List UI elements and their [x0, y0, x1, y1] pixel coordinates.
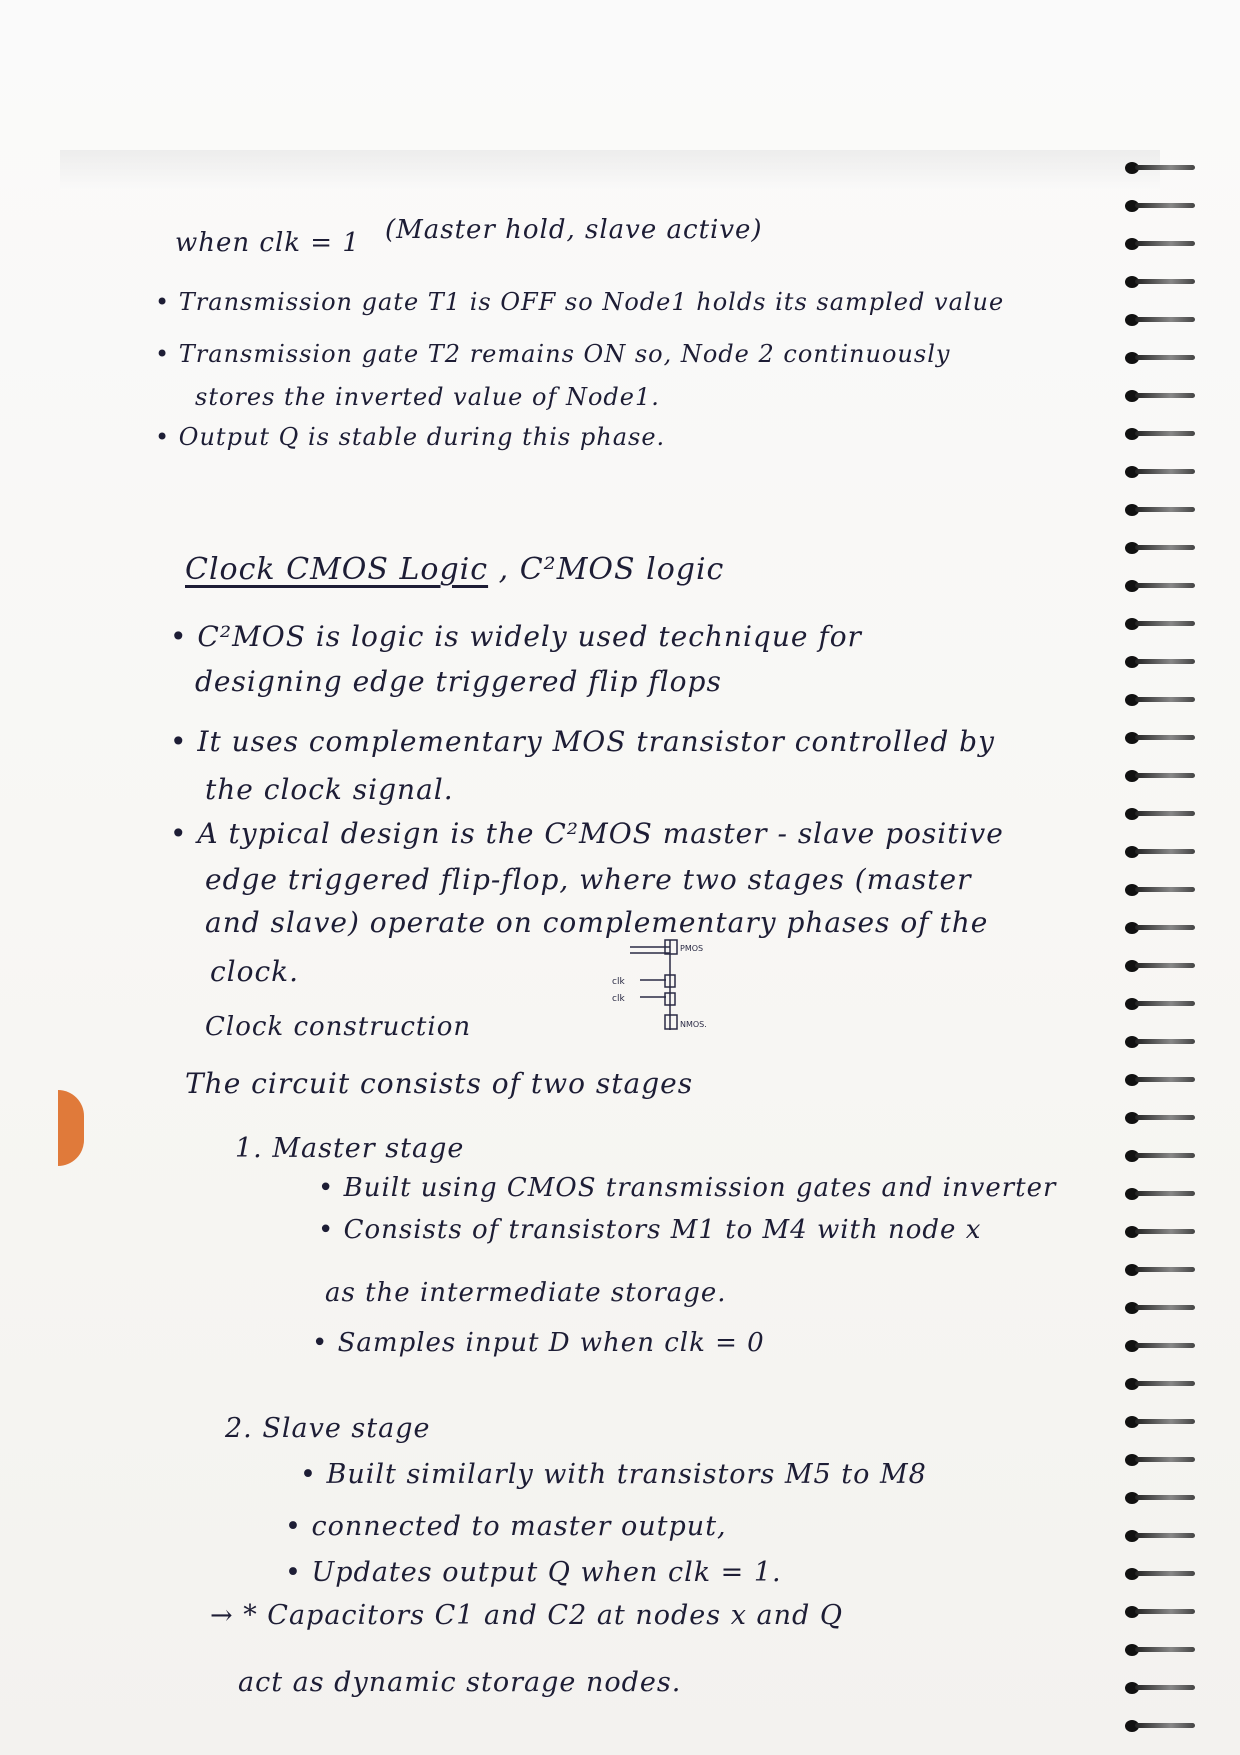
spiral-coil — [1125, 236, 1225, 250]
spiral-coil — [1125, 1300, 1225, 1314]
master-line-3: as the intermediate storage. — [325, 1278, 727, 1308]
spiral-coil — [1125, 1680, 1225, 1694]
spiral-wire — [1135, 1077, 1195, 1082]
spiral-wire — [1135, 1419, 1195, 1424]
c2mos-line-8: clock. — [210, 955, 300, 988]
master-line-2-text: Consists of transistors M1 to M4 with node x — [343, 1215, 982, 1245]
spiral-coil — [1125, 1566, 1225, 1580]
spiral-coil — [1125, 996, 1225, 1010]
spiral-wire — [1135, 735, 1195, 740]
spiral-coil — [1125, 692, 1225, 706]
spiral-wire — [1135, 1495, 1195, 1500]
spiral-wire — [1135, 1153, 1195, 1158]
spiral-wire — [1135, 1723, 1195, 1728]
section-title — [185, 552, 724, 587]
spiral-wire — [1135, 1381, 1195, 1386]
spiral-wire — [1135, 165, 1195, 170]
spiral-wire — [1135, 963, 1195, 968]
bullet-1-text: Transmission gate T1 is OFF so Node1 holds its sampled value — [178, 288, 1005, 316]
spiral-coil — [1125, 1376, 1225, 1390]
spiral-wire — [1135, 811, 1195, 816]
spiral-wire — [1135, 279, 1195, 284]
spiral-wire — [1135, 1305, 1195, 1310]
slave-line-3-text: Updates output Q when clk = 1. — [311, 1557, 782, 1588]
bullet-2-cont: stores the inverted value of Node1. — [195, 383, 660, 411]
spiral-coil — [1125, 350, 1225, 364]
slave-line-1-text: Built similarly with transistors M5 to M8 — [326, 1459, 927, 1490]
spiral-wire — [1135, 1191, 1195, 1196]
spiral-wire — [1135, 1267, 1195, 1272]
master-line-2: • Consists of transistors M1 to M4 with node x — [318, 1215, 982, 1245]
spiral-coil — [1125, 274, 1225, 288]
spiral-wire — [1135, 1571, 1195, 1576]
spiral-wire — [1135, 1039, 1195, 1044]
clk-label-top: clk — [612, 977, 625, 987]
spiral-wire — [1135, 545, 1195, 550]
page-fold-shadow — [60, 150, 1160, 190]
master-line-4-text: Samples input D when clk = 0 — [337, 1328, 765, 1358]
spiral-wire — [1135, 507, 1195, 512]
spiral-coil — [1125, 1110, 1225, 1124]
spiral-coil — [1125, 1072, 1225, 1086]
c2mos-line-1-text: C²MOS is logic is widely used technique for — [197, 620, 862, 653]
spiral-coil — [1125, 1490, 1225, 1504]
clk-condition: when clk = 1 — [175, 228, 360, 258]
orange-tab — [58, 1090, 84, 1166]
spiral-wire — [1135, 469, 1195, 474]
spiral-coil — [1125, 882, 1225, 896]
spiral-coil — [1125, 1262, 1225, 1276]
spiral-coil — [1125, 540, 1225, 554]
spiral-coil — [1125, 426, 1225, 440]
spiral-coil — [1125, 1642, 1225, 1656]
c2mos-line-2: designing edge triggered flip flops — [195, 665, 722, 698]
spiral-coil — [1125, 198, 1225, 212]
bullet-3: • Output Q is stable during this phase. — [155, 423, 666, 451]
c2mos-line-4: the clock signal. — [205, 773, 454, 806]
spiral-coil — [1125, 1452, 1225, 1466]
spiral-wire — [1135, 1685, 1195, 1690]
capacitor-note-cont: act as dynamic storage nodes. — [238, 1667, 682, 1698]
spiral-coil — [1125, 464, 1225, 478]
slave-stage-title: 2. Slave stage — [225, 1413, 431, 1444]
spiral-binding — [1125, 60, 1240, 1755]
slave-line-2: • connected to master output, — [285, 1511, 727, 1542]
master-line-1: • Built using CMOS transmission gates and inverter — [318, 1173, 1057, 1203]
master-stage-title: 1. Master stage — [235, 1133, 465, 1164]
spiral-wire — [1135, 1115, 1195, 1120]
spiral-coil — [1125, 1604, 1225, 1618]
slave-line-2-text: connected to master output, — [311, 1511, 727, 1542]
master-line-4: • Samples input D when clk = 0 — [312, 1328, 765, 1358]
construction-intro: The circuit consists of two stages — [185, 1067, 694, 1100]
spiral-wire — [1135, 697, 1195, 702]
spiral-coil — [1125, 768, 1225, 782]
title-separator: , — [498, 552, 510, 587]
spiral-coil — [1125, 920, 1225, 934]
spiral-wire — [1135, 887, 1195, 892]
spiral-wire — [1135, 1533, 1195, 1538]
c2mos-line-5-text: A typical design is the C²MOS master - slave positive — [197, 817, 1004, 850]
spiral-wire — [1135, 393, 1195, 398]
spiral-wire — [1135, 431, 1195, 436]
c2mos-line-1: • C²MOS is logic is widely used technique for — [170, 620, 862, 653]
spiral-coil — [1125, 806, 1225, 820]
slave-line-3: • Updates output Q when clk = 1. — [285, 1557, 782, 1588]
c2mos-line-6: edge triggered flip-flop, where two stages (master — [205, 863, 972, 896]
spiral-wire — [1135, 1457, 1195, 1462]
bullet-3-text: Output Q is stable during this phase. — [178, 423, 666, 451]
spiral-coil — [1125, 160, 1225, 174]
spiral-wire — [1135, 241, 1195, 246]
spiral-coil — [1125, 578, 1225, 592]
bullet-2: • Transmission gate T2 remains ON so, Node 2 continuously — [155, 340, 951, 368]
nmos-label: NMOS. — [680, 1020, 707, 1029]
spiral-coil — [1125, 1148, 1225, 1162]
spiral-coil — [1125, 1338, 1225, 1352]
spiral-wire — [1135, 203, 1195, 208]
spiral-wire — [1135, 355, 1195, 360]
spiral-wire — [1135, 849, 1195, 854]
spiral-coil — [1125, 1528, 1225, 1542]
spiral-coil — [1125, 616, 1225, 630]
c2mos-line-3: • It uses complementary MOS transistor controlled by — [170, 725, 995, 758]
c2mos-sketch — [600, 935, 740, 1039]
spiral-wire — [1135, 659, 1195, 664]
title-c2mos: C²MOS logic — [519, 552, 725, 587]
spiral-wire — [1135, 1647, 1195, 1652]
spiral-coil — [1125, 844, 1225, 858]
title-clock-cmos: Clock CMOS Logic — [185, 552, 489, 587]
spiral-coil — [1125, 958, 1225, 972]
spiral-wire — [1135, 925, 1195, 930]
spiral-coil — [1125, 388, 1225, 402]
spiral-wire — [1135, 621, 1195, 626]
spiral-wire — [1135, 317, 1195, 322]
c2mos-line-3-text: It uses complementary MOS transistor controlled by — [197, 725, 995, 758]
spiral-coil — [1125, 312, 1225, 326]
spiral-coil — [1125, 1414, 1225, 1428]
master-line-1-text: Built using CMOS transmission gates and inverter — [343, 1173, 1057, 1203]
spiral-wire — [1135, 1609, 1195, 1614]
pmos-label: PMOS — [680, 944, 704, 953]
spiral-coil — [1125, 1224, 1225, 1238]
c2mos-sketch-svg — [600, 935, 740, 1035]
spiral-coil — [1125, 1034, 1225, 1048]
spiral-coil — [1125, 730, 1225, 744]
spiral-coil — [1125, 502, 1225, 516]
spiral-coil — [1125, 1186, 1225, 1200]
spiral-wire — [1135, 773, 1195, 778]
spiral-wire — [1135, 1229, 1195, 1234]
spiral-coil — [1125, 654, 1225, 668]
spiral-coil — [1125, 1718, 1225, 1732]
spiral-wire — [1135, 583, 1195, 588]
c2mos-line-7: and slave) operate on complementary phases of the — [205, 906, 989, 939]
spiral-wire — [1135, 1001, 1195, 1006]
spiral-wire — [1135, 1343, 1195, 1348]
bullet-1: • Transmission gate T1 is OFF so Node1 holds its sampled value — [155, 288, 1005, 316]
clk-label-bottom: clk — [612, 994, 625, 1004]
bullet-2-text: Transmission gate T2 remains ON so, Node 2 continuously — [178, 340, 951, 368]
slave-line-1: • Built similarly with transistors M5 to M8 — [300, 1459, 927, 1490]
capacitor-note: → * Capacitors C1 and C2 at nodes x and Q — [210, 1600, 843, 1631]
c2mos-line-5: • A typical design is the C²MOS master - slave positive — [170, 817, 1004, 850]
construction-heading: Clock construction — [205, 1012, 472, 1042]
phase-description: (Master hold, slave active) — [385, 215, 763, 245]
